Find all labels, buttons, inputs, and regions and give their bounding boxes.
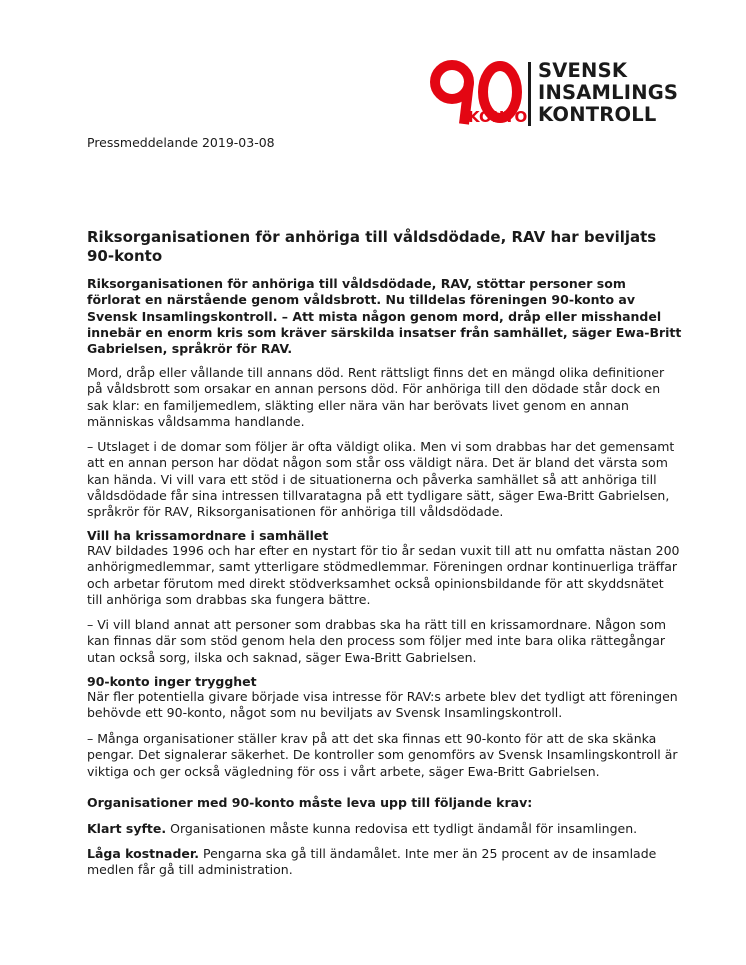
section-1-paragraph-2: – Vi vill bland annat att personer som drabbas ska ha rätt till en krissamordnare. Någon som kan finnas där som stöd genom hela den process som följer med inte bara olika rättegångar utan också sorg, ilska och saknad, säger Ewa-Britt Gabrielsen. <box>87 617 667 665</box>
requirement-text: Organisationen måste kunna redovisa ett tydligt ändamål för insamlingen. <box>166 821 638 836</box>
section-heading-trygghet: 90-konto inger trygghet <box>87 674 257 689</box>
body-paragraph-2: – Utslaget i de domar som följer är ofta väldigt olika. Men vi som drabbas har det gemensamt att en annan person har dödat någon som står oss väldigt nära. Det är bland det värsta som kan hända. Vi vill vara ett stöd i de situationerna och påverka samhället så att anhöriga till våldsdödade får sina intressen tillvaratagna på ett tydligare sätt, säger Ewa-Britt Gabrielsen, språkrör för RAV, Riksorganisationen för anhöriga till våldsdödade. <box>87 439 675 520</box>
requirement-item-syfte <box>87 821 682 837</box>
requirement-item-kostnader <box>87 846 682 879</box>
dateline: Pressmeddelande 2019-03-08 <box>87 135 275 150</box>
section-2-paragraph-1: När fler potentiella givare började visa intresse för RAV:s arbete blev det tydligt att föreningen behövde ett 90-konto, något som nu beviljats av Svensk Insamlingskontroll. <box>87 689 678 721</box>
logo-line-1: SVENSK <box>538 59 628 82</box>
section-1-paragraph-1: RAV bildades 1996 och har efter en nystart för tio år sedan vuxit till att nu omfatta nästan 200 anhörigmedlemmar, samt ytterligare stödmedlemmar. Föreningen ordnar kontinuerliga träffar och arbetar förutom med direkt stödverksamhet också opinionsbildande för att skyddsnätet till anhöriga som drabbas ska fungera bättre. <box>87 543 680 607</box>
requirement-label: Låga kostnader. <box>87 846 200 861</box>
logo-wordmark <box>538 60 678 126</box>
logo-konto-text: KONTO <box>468 108 528 126</box>
section-heading-krissamordnare: Vill ha krissamordnare i samhället <box>87 528 329 543</box>
logo-line-3: KONTROLL <box>538 103 657 126</box>
requirement-label: Klart syfte. <box>87 821 167 836</box>
requirement-text: Pengarna ska gå till ändamålet. Inte mer än 25 procent av de insamlade medlen får gå till administration. <box>87 846 657 878</box>
page-title: Riksorganisationen för anhöriga till våldsdödade, RAV har beviljats 90-konto <box>87 228 657 265</box>
requirements-heading: Organisationer med 90-konto måste leva upp till följande krav: <box>87 795 533 810</box>
logo-divider <box>528 62 531 126</box>
lead-paragraph: Riksorganisationen för anhöriga till våldsdödade, RAV, stöttar personer som förlorat en närstående genom våldsbrott. Nu tilldelas föreningen 90-konto av Svensk Insamlingskontroll. – Att mista någon genom mord, dråp eller misshandel innebär en enorm kris som kräver särskilda insatser från samhället, säger Ewa-Britt Gabrielsen, språkrör för RAV. <box>87 276 682 357</box>
logo <box>428 58 678 134</box>
logo-line-2: INSAMLINGS <box>538 81 679 104</box>
section-2-paragraph-2: – Många organisationer ställer krav på att det ska finnas ett 90-konto för att de ska skänka pengar. Det signalerar säkerhet. De kontroller som genomförs av Svensk Insamlingskontroll är viktiga och ger också vägledning för oss i vårt arbete, säger Ewa-Britt Gabrielsen. <box>87 731 678 779</box>
body-paragraph-1: Mord, dråp eller vållande till annans död. Rent rättsligt finns det en mängd olika definitioner på våldsbrott som orsakar en annan persons död. För anhöriga till den dödade står dock en sak klar: en familjemedlem, släkting eller nära vän har berövats livet genom en annan människas våldsamma handlande. <box>87 365 665 429</box>
